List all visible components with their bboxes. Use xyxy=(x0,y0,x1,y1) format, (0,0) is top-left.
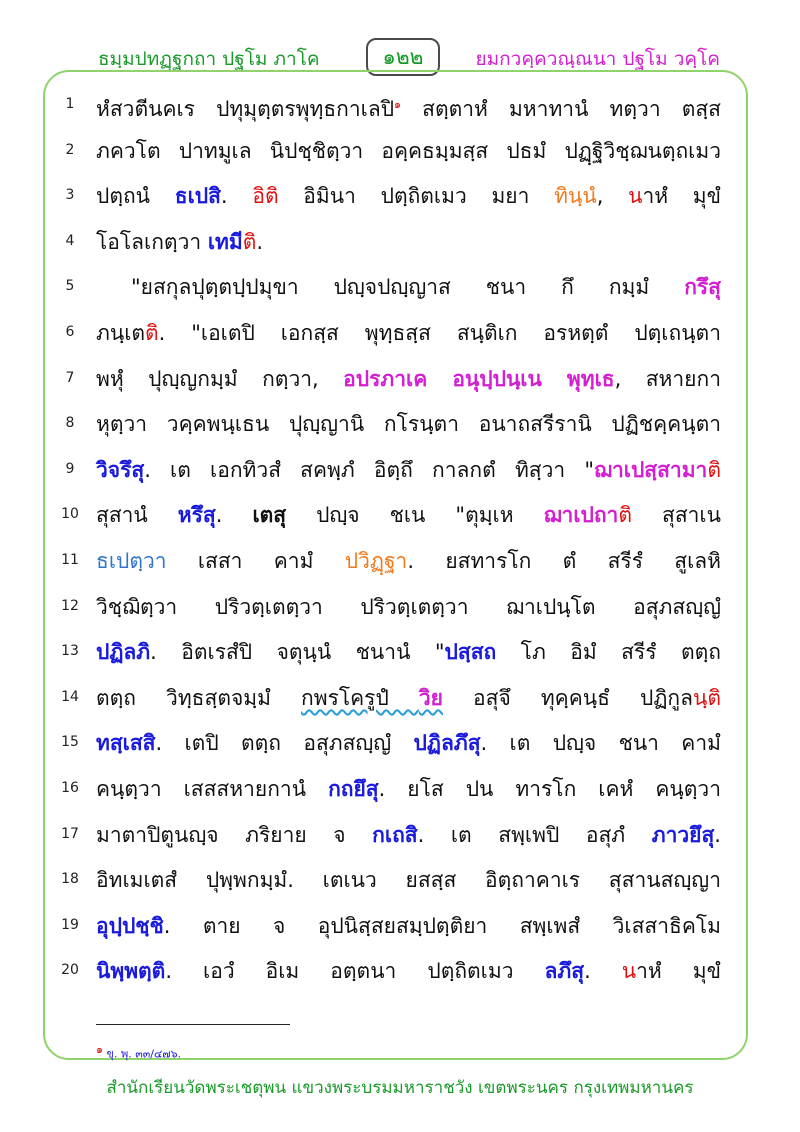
highlighted-word: ทินฺนํ xyxy=(554,184,597,209)
highlighted-word: อิติ xyxy=(252,184,279,209)
line-number: 9 xyxy=(65,460,75,477)
line-text xyxy=(96,863,721,897)
highlighted-word: กรึสุ xyxy=(684,275,721,300)
highlighted-word: ทสฺเสสิ xyxy=(96,731,156,756)
text-run: หุตฺวา วคฺคพนฺเธน ปุญฺญานิ กโรนฺตา อนาถสรีรานิ ปฏิชคฺคนฺตา xyxy=(96,412,721,437)
text-run: . ตาย จ อุปนิสฺสยสมฺปตฺติยา สพฺเพสํ วิเสสาธิคโม xyxy=(163,913,721,938)
text-run: . "เอเตปิ เอกสฺส พุทฺธสฺส สนฺติเก อรหตฺตํ ปตฺเถนฺตา xyxy=(158,321,721,345)
text-run: ปตฺถนํ xyxy=(96,184,175,209)
line-number: 16 xyxy=(61,780,79,796)
highlighted-word: น xyxy=(628,184,643,209)
text-run: . ยสทารโก ตํ สรีรํ สูเลหิ xyxy=(407,549,721,573)
text-line xyxy=(43,221,748,267)
text-run: . เต เอกทิวสํ สคพฺภํ อิตฺถึ กาลกตํ ทิสฺวา " xyxy=(144,457,595,482)
text-run: . เอวํ อิเม อตฺตนา ปตฺถิตเมว xyxy=(165,959,545,984)
text-run: ภควโต ปาทมูเล นิปชฺชิตฺวา อคฺคธมฺมสฺส ปธมํ ปฏฺฐิวิชฺฌนตฺถเมว xyxy=(96,138,721,163)
text-run: . ยโส ปน ทารโก เคหํ คนฺตฺวา xyxy=(378,777,721,801)
highlighted-word: ฌาเปถา xyxy=(543,503,619,528)
page-number: ๑๒๒ xyxy=(366,38,440,76)
text-line xyxy=(43,449,748,495)
highlighted-word: ปสฺสถ xyxy=(444,640,497,665)
line-number: 2 xyxy=(65,141,75,158)
line-number: 4 xyxy=(65,232,75,249)
highlighted-word: ติ xyxy=(145,321,159,345)
highlighted-word: วิย xyxy=(418,685,443,710)
text-run: อิทเมเตสํ ปุพฺพกมฺมํ. เตเนว ยสสฺส อิตฺถาคาเร สุสานสญฺญา xyxy=(96,868,721,893)
text-line xyxy=(43,84,748,130)
highlighted-word: หรึสุ xyxy=(177,503,216,528)
text-line xyxy=(43,814,748,860)
text-line xyxy=(43,859,748,905)
line-number: 14 xyxy=(61,688,79,705)
line-number: 20 xyxy=(61,962,79,979)
line-number: 15 xyxy=(61,734,79,751)
line-text xyxy=(96,134,721,168)
line-number: 18 xyxy=(61,871,79,888)
line-number: 8 xyxy=(65,415,75,432)
text-run: . xyxy=(584,959,622,984)
line-text xyxy=(96,407,721,441)
line-text xyxy=(96,179,721,213)
line-number: 11 xyxy=(61,552,79,568)
text-line xyxy=(43,540,748,586)
text-line xyxy=(43,722,748,768)
highlighted-word: กเถสิ xyxy=(372,822,418,847)
text-run: วิชฺฌิตฺวา ปริวตฺเตตฺวา ปริวตฺเตตฺวา ฌาเปนฺโต อสุภสญฺญํ xyxy=(96,594,721,619)
highlighted-word: เตสุ xyxy=(252,503,287,528)
highlighted-word: ปฏิลภิ xyxy=(96,640,151,665)
text-run: . เต ปญฺจ ชนา คามํ xyxy=(480,731,721,756)
text-run: ภนฺเต xyxy=(96,321,146,345)
text-line xyxy=(43,403,748,449)
line-text xyxy=(96,909,721,943)
text-run: โอโลเกตฺวา xyxy=(96,229,208,254)
line-text xyxy=(96,772,721,806)
line-text xyxy=(96,362,721,396)
line-text xyxy=(96,590,721,624)
line-number: 19 xyxy=(61,916,79,933)
highlighted-word: ธเปสิ xyxy=(174,184,221,209)
text-run: าหํ มุขํ xyxy=(636,959,722,984)
text-line xyxy=(43,175,748,221)
line-text xyxy=(96,726,721,760)
footnote-text: ขุ. พุ. ๓๓/๔๗๖. xyxy=(102,1047,182,1061)
line-number: 12 xyxy=(61,597,79,614)
highlighted-word: วิจรึสุ xyxy=(96,457,145,482)
line-text xyxy=(96,88,721,126)
line-text xyxy=(96,316,721,350)
highlighted-word: อปรภาเค อนุปฺปนฺเน พุทฺเธ xyxy=(343,366,615,391)
text-run: ตตฺถ วิทฺธสฺตจมฺมํ xyxy=(96,685,302,710)
text-run: มาตาปิตูนญฺจ ภริยาย จ xyxy=(96,822,373,847)
text-line xyxy=(43,677,748,723)
highlighted-word: ฌาเปสฺสามา xyxy=(594,457,708,482)
footnote xyxy=(96,1040,181,1063)
text-run: . อิตเรสํปิ จตุนฺนํ ชนานํ " xyxy=(150,640,445,665)
text-run: . xyxy=(714,822,721,847)
text-run: พหุํ ปุญฺญกมฺมํ กตฺวา, xyxy=(96,366,344,391)
line-number: 7 xyxy=(65,369,75,386)
text-line xyxy=(43,312,748,358)
highlighted-word: นฺติ xyxy=(693,685,722,710)
highlighted-word: ปฏิลภึสุ xyxy=(413,731,481,756)
text-run: สตฺตาหํ มหาทานํ ทตฺวา ตสฺส xyxy=(401,97,721,121)
text-run: โภ อิมํ สรีรํ ตตฺถ xyxy=(496,640,721,665)
text-line xyxy=(43,494,748,540)
text-run: อสุจึ ทุคฺคนฺธํ ปฏิกูล xyxy=(442,685,694,710)
line-text xyxy=(96,635,721,669)
text-line xyxy=(43,358,748,404)
text-run: หํสวตีนคเร ปทุมุตฺตรพุทฺธกาเลปิ xyxy=(96,97,395,121)
line-number: 13 xyxy=(61,643,79,660)
text-run: . xyxy=(220,184,253,209)
highlighted-word: ภาวยึสุ xyxy=(651,822,715,847)
highlighted-word: ๑ xyxy=(394,98,402,111)
text-line xyxy=(43,768,748,814)
text-run: . เตปิ ตตฺถ อสุภสญฺญํ xyxy=(155,731,414,756)
line-number: 6 xyxy=(65,324,75,340)
line-text xyxy=(96,453,721,487)
text-run: "ยสกุลปุตฺตปฺปมุขา ปญฺจปญฺญาส ชนา กึ กมฺมํ xyxy=(131,275,685,300)
highlighted-word: ติ xyxy=(242,229,257,254)
highlighted-word: ปวิฏฺฐา xyxy=(344,549,408,573)
book-title: ธมฺมปทฏฺฐกถา ปฐโม ภาโค xyxy=(98,48,320,70)
text-run: . เต สพฺเพปิ อสุภํ xyxy=(417,822,652,847)
chapter-title: ยมกวคฺควณฺณนา ปฐโม วคฺโค xyxy=(475,48,720,70)
highlighted-word: น xyxy=(621,959,637,984)
text-run: . xyxy=(215,503,253,528)
line-text xyxy=(96,544,721,578)
line-text xyxy=(96,954,721,988)
line-number: 10 xyxy=(61,506,79,523)
text-line xyxy=(43,905,748,951)
text-line xyxy=(43,586,748,632)
page-footer: สำนักเรียนวัดพระเชตุพน แขวงพระบรมมหาราชวัง เขตพระนคร กรุงเทพมหานคร xyxy=(106,1078,694,1098)
highlighted-word: เทมี xyxy=(207,229,243,254)
text-line xyxy=(43,130,748,176)
highlighted-word: ธเปตฺวา xyxy=(96,549,167,573)
highlighted-word: ติ xyxy=(618,503,632,528)
line-number: 17 xyxy=(61,825,79,842)
highlighted-word: กถยึสุ xyxy=(328,777,379,801)
line-text xyxy=(96,818,721,852)
footnote-mark: ๑ xyxy=(96,1043,103,1056)
text-run: . xyxy=(256,229,264,254)
text-run: าหํ มุขํ xyxy=(642,184,722,209)
highlighted-word: กพรโครูปํ xyxy=(301,685,419,710)
text-run: คนฺตฺวา เสสสหายกานํ xyxy=(96,777,329,801)
footnote-rule xyxy=(96,1024,290,1025)
text-line xyxy=(43,950,748,996)
highlighted-word: นิพฺพตฺติ xyxy=(96,959,166,984)
line-text xyxy=(96,225,721,259)
line-text xyxy=(96,681,721,715)
text-run: , xyxy=(596,184,629,209)
text-run: สุสาเน xyxy=(632,503,721,528)
line-number: 1 xyxy=(65,96,75,112)
highlighted-word: ลภึสุ xyxy=(544,959,585,984)
text-run: , สหายกา xyxy=(614,366,721,391)
line-text xyxy=(96,270,721,304)
text-line xyxy=(43,266,748,312)
highlighted-word: อุปฺปชฺชิ xyxy=(96,913,164,938)
text-run: ปญฺจ ชเน "ตุมฺเห xyxy=(286,503,544,528)
text-run: อิมินา ปตฺถิตเมว มยา xyxy=(278,184,555,209)
text-run: สุสานํ xyxy=(96,503,178,528)
text-line xyxy=(43,631,748,677)
line-number: 3 xyxy=(65,187,75,204)
line-number: 5 xyxy=(65,278,75,295)
text-run: เสสา คามํ xyxy=(166,549,345,573)
line-text xyxy=(96,498,721,532)
highlighted-word: ติ xyxy=(707,457,721,482)
